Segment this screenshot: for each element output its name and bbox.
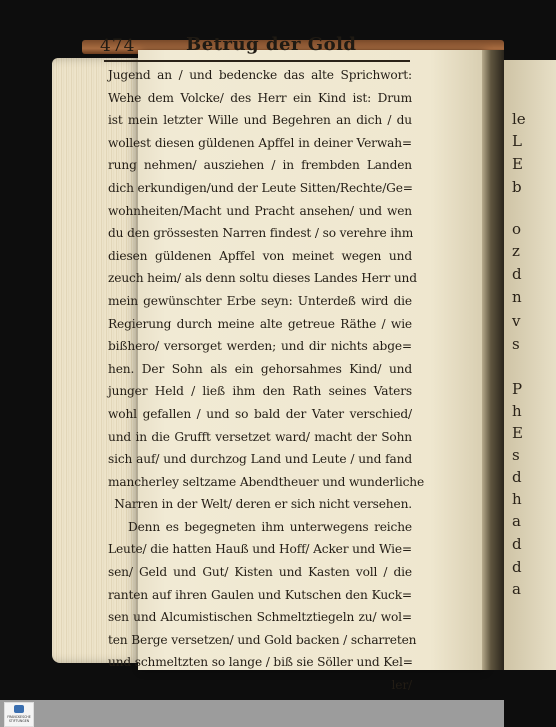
text-line: dich erkundigen/und der Leute Sitten/Rechte/Ge= [108, 180, 413, 195]
book-gutter [482, 50, 504, 670]
facing-page-fragment: d [512, 535, 522, 553]
facing-page-fragment: a [512, 580, 521, 598]
text-line: sen/ Geld und Gut/ Kisten und Kasten voll / die [108, 565, 412, 580]
facing-page-fragment: b [512, 178, 522, 196]
viewer-footer-bar [0, 700, 504, 727]
facing-page-fragment: d [512, 468, 522, 486]
text-line: ten Berge versetzen/ und Gold backen / scharreten [108, 632, 417, 647]
text-line: ranten auf ihren Gaulen und Kutschen den Kuck= [108, 587, 412, 602]
text-line: Leute/ die hatten Hauß und Hoff/ Acker und Wie= [108, 542, 412, 557]
text-line: Denn es begegneten ihm unterwegens reiche [128, 519, 412, 534]
running-head [94, 32, 414, 58]
facing-page-fragment: E [512, 424, 523, 442]
text-line: ist mein letzter Wille und Begehren an dich / du [108, 113, 412, 128]
head-rule [104, 60, 410, 62]
text-line: mein gewünschter Erbe seyn: Unterdeß wird die [108, 293, 412, 308]
facing-page-fragment: P [512, 380, 523, 398]
text-line: wohl gefallen / und so bald der Vater verschied/ [108, 406, 412, 421]
text-line: du den grössesten Narren findest / so verehre ihm [108, 226, 414, 241]
body-text [108, 64, 425, 697]
library-logo [4, 702, 34, 727]
facing-page-edge [504, 60, 556, 670]
facing-page-fragment: n [512, 288, 522, 306]
facing-page-fragment: d [512, 558, 522, 576]
text-line: Regierung durch meine alte getreue Räthe / wie [108, 316, 412, 331]
text-line: rung nehmen/ ausziehen / in frembden Landen [108, 158, 412, 173]
facing-page-fragment: a [512, 512, 521, 530]
text-line: diesen güldenen Apffel von meinet wegen und [108, 248, 412, 263]
text-line: bißhero/ versorget werden; und dir nichts abge= [108, 339, 412, 354]
text-line: Wehe dem Volcke/ des Herr ein Kind ist: Drum [108, 90, 412, 105]
text-line: junger Held / ließ ihm den Rath seines Vaters [108, 384, 412, 399]
text-line: mancherley seltzame Abendtheuer und wunderliche [108, 474, 425, 489]
facing-page-fragment: le [512, 110, 526, 128]
library-logo-icon [14, 705, 24, 713]
text-line: sich auf/ und durchzog Land und Leute / und fand [108, 452, 412, 467]
catchword: ler/ [391, 678, 412, 693]
text-line: Narren in der Welt/ deren er sich nicht versehen. [114, 497, 412, 512]
text-line: und in die Grufft versetzet ward/ macht der Sohn [108, 429, 412, 444]
text-line: zeuch heim/ als denn soltu dieses Landes Herr und [108, 271, 417, 286]
facing-page-fragment: E [512, 155, 523, 173]
facing-page-fragment: s [512, 446, 520, 464]
library-logo-text: FRANCKESCHE STIFTUNGEN [7, 715, 31, 723]
text-line: und schmeltzten so lange / biß sie Söller und Kel= [108, 655, 413, 670]
text-line: wollest diesen güldenen Apffel in deiner Verwah= [108, 135, 412, 150]
facing-page-fragment: v [512, 312, 521, 330]
facing-page-fragment: L [512, 132, 522, 150]
facing-page-fragment: d [512, 265, 522, 283]
text-line: Jugend an / und bedencke das alte Sprichwort: [108, 68, 412, 82]
facing-page-fragment: s [512, 335, 520, 353]
page-number: 474 [100, 36, 136, 56]
text-line: sen und Alcumistischen Schmeltztiegeln zu/ wol= [108, 610, 412, 625]
running-head-title: Betrug der Gold [186, 34, 357, 55]
text-line: wohnheiten/Macht und Pracht ansehen/ und wen [108, 203, 412, 218]
text-line: hen. Der Sohn als ein gehorsahmes Kind/ und [108, 361, 412, 376]
facing-page-fragment: z [512, 242, 520, 260]
facing-page-fragment: h [512, 402, 522, 420]
facing-page-fragment: o [512, 220, 522, 238]
facing-page-fragment: h [512, 490, 522, 508]
